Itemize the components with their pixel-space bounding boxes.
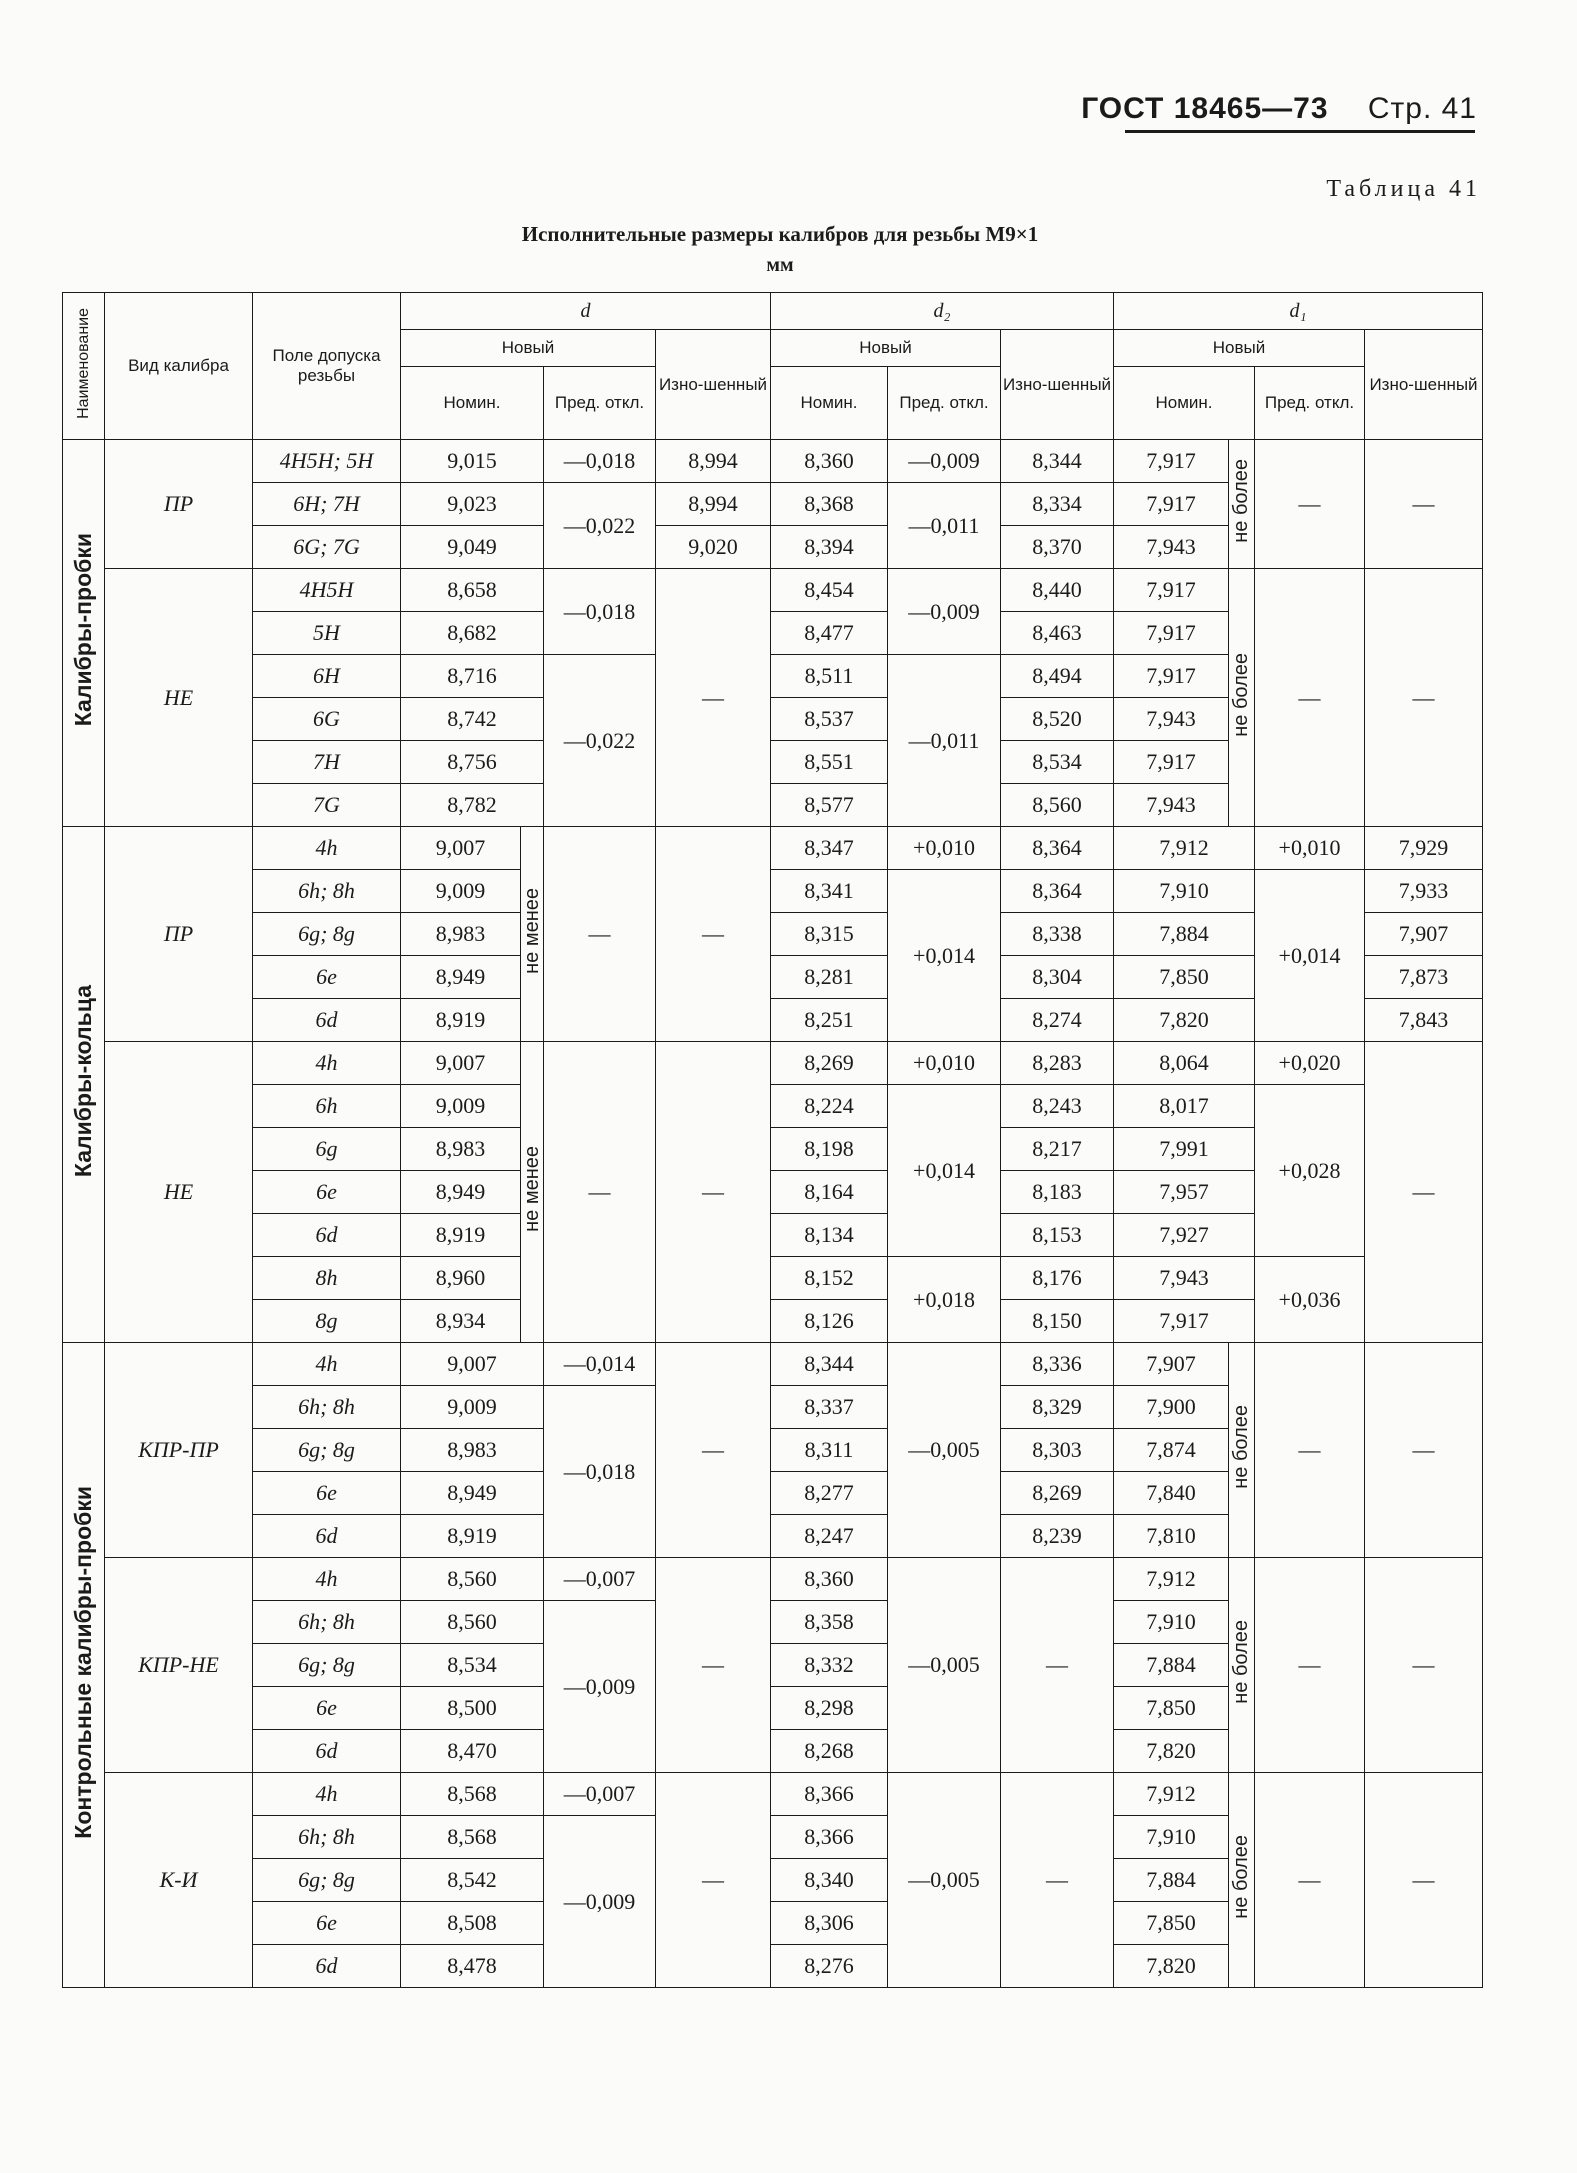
d-nominal: 8,983 [401, 1429, 544, 1472]
d-worn: — [656, 569, 771, 827]
gauge-type: НЕ [105, 569, 253, 827]
gauge-type: К-И [105, 1773, 253, 1988]
d1-nominal: 8,064 [1114, 1042, 1255, 1085]
d1-nominal-header: Номин. [1114, 367, 1255, 440]
name-header: Наименование [63, 293, 105, 440]
d2-nominal: 8,347 [771, 827, 888, 870]
d1-deviation: +0,028 [1255, 1085, 1365, 1257]
d1-nominal: 7,912 [1114, 1558, 1229, 1601]
d1-deviation: — [1255, 569, 1365, 827]
table-row [63, 827, 1483, 870]
d-nominal: 9,007 [401, 1343, 544, 1386]
d-nominal: 8,934 [401, 1300, 521, 1343]
d2-nominal: 8,344 [771, 1343, 888, 1386]
d2-worn: 8,344 [1001, 440, 1114, 483]
page-number: Стр. 41 [1367, 92, 1477, 125]
tolerance-field: 6e [253, 956, 401, 999]
d2-nominal: 8,126 [771, 1300, 888, 1343]
d2-nominal: 8,577 [771, 784, 888, 827]
d1-nominal: 7,943 [1114, 1257, 1255, 1300]
d2-nominal: 8,164 [771, 1171, 888, 1214]
d2-worn: 8,304 [1001, 956, 1114, 999]
d1-worn: 7,843 [1365, 999, 1483, 1042]
d-nominal: 8,949 [401, 1171, 521, 1214]
d-nominal: 8,919 [401, 1515, 544, 1558]
d1-nominal: 7,850 [1114, 956, 1255, 999]
d2-worn: 8,239 [1001, 1515, 1114, 1558]
d1-worn: 7,933 [1365, 870, 1483, 913]
d1-deviation: +0,036 [1255, 1257, 1365, 1343]
tolerance-field: 6g; 8g [253, 1429, 401, 1472]
d-deviation: —0,018 [544, 1386, 656, 1558]
d1-nominal: 7,957 [1114, 1171, 1255, 1214]
d2-worn: 8,364 [1001, 870, 1114, 913]
d2-worn: 8,440 [1001, 569, 1114, 612]
d-nominal: 8,658 [401, 569, 544, 612]
d1-nominal: 7,840 [1114, 1472, 1229, 1515]
d2-worn: 8,520 [1001, 698, 1114, 741]
d-nominal: 8,568 [401, 1773, 544, 1816]
d2-worn: 8,534 [1001, 741, 1114, 784]
d2-nominal: 8,360 [771, 1558, 888, 1601]
tolerance-field: 7H [253, 741, 401, 784]
d2-deviation: —0,009 [888, 569, 1001, 655]
d1-nominal: 7,810 [1114, 1515, 1229, 1558]
tolerance-field: 6h; 8h [253, 1386, 401, 1429]
d-nominal: 9,009 [401, 870, 521, 913]
d-worn: — [656, 1773, 771, 1988]
d-nominal: 8,919 [401, 999, 521, 1042]
group-name [63, 1343, 105, 1988]
d1-nominal: 7,850 [1114, 1902, 1229, 1945]
d2-nominal: 8,332 [771, 1644, 888, 1687]
d-nominal: 8,919 [401, 1214, 521, 1257]
tolerance-field: 4h [253, 827, 401, 870]
d-nominal: 8,560 [401, 1601, 544, 1644]
table-label: Таблица 41 [1326, 176, 1481, 202]
d1-nominal: 7,917 [1114, 1300, 1255, 1343]
tolerance-field: 4h [253, 1343, 401, 1386]
tolerance-field: 4h [253, 1773, 401, 1816]
d1-nominal: 7,943 [1114, 698, 1229, 741]
tolerance-field: 6d [253, 1730, 401, 1773]
d2-worn: 8,338 [1001, 913, 1114, 956]
d2-nominal: 8,251 [771, 999, 888, 1042]
tolerance-field: 6e [253, 1687, 401, 1730]
d2-deviation: +0,010 [888, 1042, 1001, 1085]
d-deviation: —0,018 [544, 440, 656, 483]
table-row [63, 1257, 1483, 1300]
d1-worn: 7,873 [1365, 956, 1483, 999]
d-limit-note [521, 827, 544, 1042]
d-worn: — [656, 1042, 771, 1343]
tolerance-field: 4h [253, 1558, 401, 1601]
d1-limit-note [1229, 440, 1255, 569]
d2-new-header: Новый [771, 330, 1001, 367]
d2-header: d₂ [771, 293, 1114, 330]
d1-nominal: 7,820 [1114, 1945, 1229, 1988]
d1-worn: — [1365, 1343, 1483, 1558]
d2-nominal: 8,360 [771, 440, 888, 483]
d1-nominal: 7,917 [1114, 440, 1229, 483]
d1-nominal: 7,927 [1114, 1214, 1255, 1257]
d1-limit-note [1229, 1773, 1255, 1988]
d-limit-note [521, 1042, 544, 1343]
table-unit: мм [766, 254, 794, 276]
d-worn: — [656, 1343, 771, 1558]
d1-nominal: 7,884 [1114, 1859, 1229, 1902]
d2-nominal: 8,247 [771, 1515, 888, 1558]
tolerance-field: 8h [253, 1257, 401, 1300]
d2-nominal: 8,276 [771, 1945, 888, 1988]
gauge-type: ПР [105, 827, 253, 1042]
d2-nominal: 8,358 [771, 1601, 888, 1644]
d1-worn: — [1365, 569, 1483, 827]
d1-deviation: — [1255, 1558, 1365, 1773]
d2-nominal: 8,281 [771, 956, 888, 999]
table-row [63, 569, 1483, 612]
table-row [63, 870, 1483, 913]
tolerance-field: 6d [253, 1515, 401, 1558]
tolerance-field: 4h [253, 1042, 401, 1085]
d2-nominal: 8,134 [771, 1214, 888, 1257]
gauge-type: ПР [105, 440, 253, 569]
d2-nominal: 8,337 [771, 1386, 888, 1429]
d-deviation: — [544, 827, 656, 1042]
d2-nominal: 8,224 [771, 1085, 888, 1128]
d-nominal: 9,023 [401, 483, 544, 526]
d-nominal: 8,756 [401, 741, 544, 784]
d-worn: 9,020 [656, 526, 771, 569]
d1-worn: 7,929 [1365, 827, 1483, 870]
d-nominal: 8,568 [401, 1816, 544, 1859]
d2-worn: 8,370 [1001, 526, 1114, 569]
d2-nominal: 8,394 [771, 526, 888, 569]
d2-nominal: 8,306 [771, 1902, 888, 1945]
tolerance-field: 6G [253, 698, 401, 741]
d1-deviation: +0,020 [1255, 1042, 1365, 1085]
d2-nominal: 8,454 [771, 569, 888, 612]
table-row [63, 1085, 1483, 1128]
gauge-type: НЕ [105, 1042, 253, 1343]
d1-header: d₁ [1114, 293, 1483, 330]
d1-nominal: 7,910 [1114, 1816, 1229, 1859]
d2-nominal: 8,366 [771, 1773, 888, 1816]
d-deviation: —0,022 [544, 655, 656, 827]
d1-worn: — [1365, 440, 1483, 569]
d2-deviation: +0,010 [888, 827, 1001, 870]
group-name-text: Калибры-пробки [70, 533, 96, 727]
table-row [63, 1042, 1483, 1085]
d1-limit-note-text: не более [1230, 1835, 1252, 1919]
tolerance-field: 6d [253, 1945, 401, 1988]
d1-nominal: 7,917 [1114, 655, 1229, 698]
table-row [63, 1343, 1483, 1386]
d-worn-header: Изно-шенный [656, 330, 771, 440]
d2-worn: 8,463 [1001, 612, 1114, 655]
table-header [63, 293, 1483, 440]
tolerance-header: Поле допуска резьбы [253, 293, 401, 440]
d-new-header: Новый [401, 330, 656, 367]
d1-nominal: 7,943 [1114, 784, 1229, 827]
d-worn: 8,994 [656, 440, 771, 483]
d2-nominal: 8,341 [771, 870, 888, 913]
d2-nominal: 8,340 [771, 1859, 888, 1902]
d2-worn: 8,283 [1001, 1042, 1114, 1085]
tolerance-field: 6e [253, 1171, 401, 1214]
tolerance-field: 6d [253, 1214, 401, 1257]
d2-nominal: 8,477 [771, 612, 888, 655]
d2-worn: 8,560 [1001, 784, 1114, 827]
d2-worn: 8,176 [1001, 1257, 1114, 1300]
d-header: d [401, 293, 771, 330]
tolerance-field: 6e [253, 1472, 401, 1515]
d2-nominal: 8,551 [771, 741, 888, 784]
d1-deviation: — [1255, 1773, 1365, 1988]
d-nominal-header: Номин. [401, 367, 544, 440]
tolerance-field: 6H [253, 655, 401, 698]
d1-nominal: 7,917 [1114, 569, 1229, 612]
d1-nominal: 7,912 [1114, 827, 1255, 870]
d-nominal: 9,007 [401, 1042, 521, 1085]
d2-nominal-header: Номин. [771, 367, 888, 440]
d2-worn: 8,243 [1001, 1085, 1114, 1128]
d-nominal: 8,949 [401, 956, 521, 999]
group-name-text: Калибры-кольца [70, 985, 96, 1178]
d-deviation: —0,007 [544, 1558, 656, 1601]
d2-worn: 8,153 [1001, 1214, 1114, 1257]
d1-nominal: 7,910 [1114, 1601, 1229, 1644]
d1-nominal: 7,943 [1114, 526, 1229, 569]
d2-deviation: —0,005 [888, 1773, 1001, 1988]
d2-worn: 8,329 [1001, 1386, 1114, 1429]
d2-nominal: 8,311 [771, 1429, 888, 1472]
tolerance-field: 6h; 8h [253, 1601, 401, 1644]
d1-nominal: 7,917 [1114, 612, 1229, 655]
tolerance-field: 5H [253, 612, 401, 655]
d2-deviation: —0,011 [888, 483, 1001, 569]
d1-nominal: 7,917 [1114, 483, 1229, 526]
d1-new-header: Новый [1114, 330, 1365, 367]
d2-nominal: 8,511 [771, 655, 888, 698]
d2-deviation: +0,014 [888, 1085, 1001, 1257]
d1-nominal: 7,917 [1114, 741, 1229, 784]
d-nominal: 9,009 [401, 1386, 544, 1429]
d2-worn: 8,217 [1001, 1128, 1114, 1171]
d-worn: 8,994 [656, 483, 771, 526]
d-nominal: 8,534 [401, 1644, 544, 1687]
d-limit-note-text: не менее [521, 1146, 543, 1232]
d1-deviation-header: Пред. откл. [1255, 367, 1365, 440]
d1-nominal: 7,910 [1114, 870, 1255, 913]
d1-limit-note [1229, 1343, 1255, 1558]
group-name [63, 827, 105, 1343]
d2-worn: 8,183 [1001, 1171, 1114, 1214]
d2-deviation: —0,005 [888, 1558, 1001, 1773]
d2-deviation: +0,014 [888, 870, 1001, 1042]
d-nominal: 8,983 [401, 913, 521, 956]
d2-deviation: —0,009 [888, 440, 1001, 483]
d-nominal: 8,470 [401, 1730, 544, 1773]
tolerance-field: 6h; 8h [253, 1816, 401, 1859]
d2-nominal: 8,298 [771, 1687, 888, 1730]
d-nominal: 8,983 [401, 1128, 521, 1171]
tolerance-field: 6h [253, 1085, 401, 1128]
tolerance-field: 6g; 8g [253, 1859, 401, 1902]
d2-worn: 8,336 [1001, 1343, 1114, 1386]
type-header: Вид калибра [105, 293, 253, 440]
d-nominal: 8,960 [401, 1257, 521, 1300]
d-nominal: 8,542 [401, 1859, 544, 1902]
d2-nominal: 8,315 [771, 913, 888, 956]
d-deviation: —0,007 [544, 1773, 656, 1816]
d-nominal: 8,508 [401, 1902, 544, 1945]
group-name-text: Контрольные калибры-пробки [70, 1485, 96, 1839]
d-nominal: 8,949 [401, 1472, 544, 1515]
table-body [63, 440, 1483, 1988]
d2-worn: 8,274 [1001, 999, 1114, 1042]
d-nominal: 8,500 [401, 1687, 544, 1730]
tolerance-field: 6H; 7H [253, 483, 401, 526]
d2-deviation-header: Пред. откл. [888, 367, 1001, 440]
tolerance-field: 7G [253, 784, 401, 827]
d1-nominal: 7,912 [1114, 1773, 1229, 1816]
d-deviation: — [544, 1042, 656, 1343]
d-nominal: 9,007 [401, 827, 521, 870]
d1-nominal: 7,907 [1114, 1343, 1229, 1386]
tolerance-field: 6h; 8h [253, 870, 401, 913]
table-row [63, 440, 1483, 483]
d1-nominal: 7,884 [1114, 1644, 1229, 1687]
d2-deviation: —0,005 [888, 1343, 1001, 1558]
d1-worn: — [1365, 1042, 1483, 1343]
tolerance-field: 6e [253, 1902, 401, 1945]
d2-worn: 8,303 [1001, 1429, 1114, 1472]
tolerance-field: 6g; 8g [253, 913, 401, 956]
table-row [63, 1558, 1483, 1601]
d2-nominal: 8,277 [771, 1472, 888, 1515]
d1-worn: 7,907 [1365, 913, 1483, 956]
d-worn: — [656, 827, 771, 1042]
d-deviation-header: Пред. откл. [544, 367, 656, 440]
d2-worn: 8,269 [1001, 1472, 1114, 1515]
d1-worn: — [1365, 1558, 1483, 1773]
d-nominal: 9,015 [401, 440, 544, 483]
d-limit-note-text: не менее [521, 888, 543, 974]
d2-nominal: 8,366 [771, 1816, 888, 1859]
d2-nominal: 8,269 [771, 1042, 888, 1085]
d1-nominal: 7,884 [1114, 913, 1255, 956]
d1-limit-note-text: не более [1230, 1405, 1252, 1489]
d1-limit-note [1229, 569, 1255, 827]
tolerance-field: 6G; 7G [253, 526, 401, 569]
d-nominal: 8,782 [401, 784, 544, 827]
d2-worn: 8,364 [1001, 827, 1114, 870]
gauge-type: КПР-ПР [105, 1343, 253, 1558]
d-worn: — [656, 1558, 771, 1773]
d-nominal: 8,478 [401, 1945, 544, 1988]
d1-nominal: 8,017 [1114, 1085, 1255, 1128]
d-nominal: 9,009 [401, 1085, 521, 1128]
d2-worn: 8,334 [1001, 483, 1114, 526]
d2-worn: — [1001, 1558, 1114, 1773]
tolerance-field: 4H5H; 5H [253, 440, 401, 483]
d1-nominal: 7,874 [1114, 1429, 1229, 1472]
d2-nominal: 8,368 [771, 483, 888, 526]
d1-worn-header: Изно-шенный [1365, 330, 1483, 440]
d1-nominal: 7,900 [1114, 1386, 1229, 1429]
d-deviation: —0,014 [544, 1343, 656, 1386]
standard-number: ГОСТ 18465—73 [1081, 92, 1329, 125]
d1-limit-note-text: не более [1230, 652, 1252, 737]
d2-worn: — [1001, 1773, 1114, 1988]
d2-worn-header: Изно-шенный [1001, 330, 1114, 440]
d1-deviation: — [1255, 440, 1365, 569]
d1-nominal: 7,820 [1114, 1730, 1229, 1773]
d2-deviation: —0,011 [888, 655, 1001, 827]
gauge-dimensions-table [62, 292, 1483, 1988]
d1-deviation: +0,014 [1255, 870, 1365, 1042]
d-nominal: 9,049 [401, 526, 544, 569]
table-row [63, 1773, 1483, 1816]
d1-nominal: 7,850 [1114, 1687, 1229, 1730]
d-deviation: —0,009 [544, 1601, 656, 1773]
d1-deviation: +0,010 [1255, 827, 1365, 870]
tolerance-field: 8g [253, 1300, 401, 1343]
d2-nominal: 8,268 [771, 1730, 888, 1773]
header-rule [1125, 130, 1475, 133]
d-nominal: 8,560 [401, 1558, 544, 1601]
d2-deviation: +0,018 [888, 1257, 1001, 1343]
d-nominal: 8,682 [401, 612, 544, 655]
d1-limit-note-text: не более [1230, 1620, 1252, 1704]
d1-deviation: — [1255, 1343, 1365, 1558]
table-caption: Исполнительные размеры калибров для резьбы М9×1 [521, 222, 1039, 246]
d1-nominal: 7,991 [1114, 1128, 1255, 1171]
gauge-type: КПР-НЕ [105, 1558, 253, 1773]
d2-nominal: 8,198 [771, 1128, 888, 1171]
tolerance-field: 6g [253, 1128, 401, 1171]
d-deviation: —0,022 [544, 483, 656, 569]
d2-nominal: 8,152 [771, 1257, 888, 1300]
d1-limit-note [1229, 1558, 1255, 1773]
page-header [1081, 92, 1477, 126]
tolerance-field: 4H5H [253, 569, 401, 612]
group-name [63, 440, 105, 827]
d2-worn: 8,150 [1001, 1300, 1114, 1343]
d1-nominal: 7,820 [1114, 999, 1255, 1042]
d-deviation: —0,009 [544, 1816, 656, 1988]
d1-worn: — [1365, 1773, 1483, 1988]
d-nominal: 8,716 [401, 655, 544, 698]
d-nominal: 8,742 [401, 698, 544, 741]
d1-limit-note-text: не более [1230, 459, 1252, 543]
tolerance-field: 6g; 8g [253, 1644, 401, 1687]
d-deviation: —0,018 [544, 569, 656, 655]
d2-worn: 8,494 [1001, 655, 1114, 698]
d2-nominal: 8,537 [771, 698, 888, 741]
tolerance-field: 6d [253, 999, 401, 1042]
